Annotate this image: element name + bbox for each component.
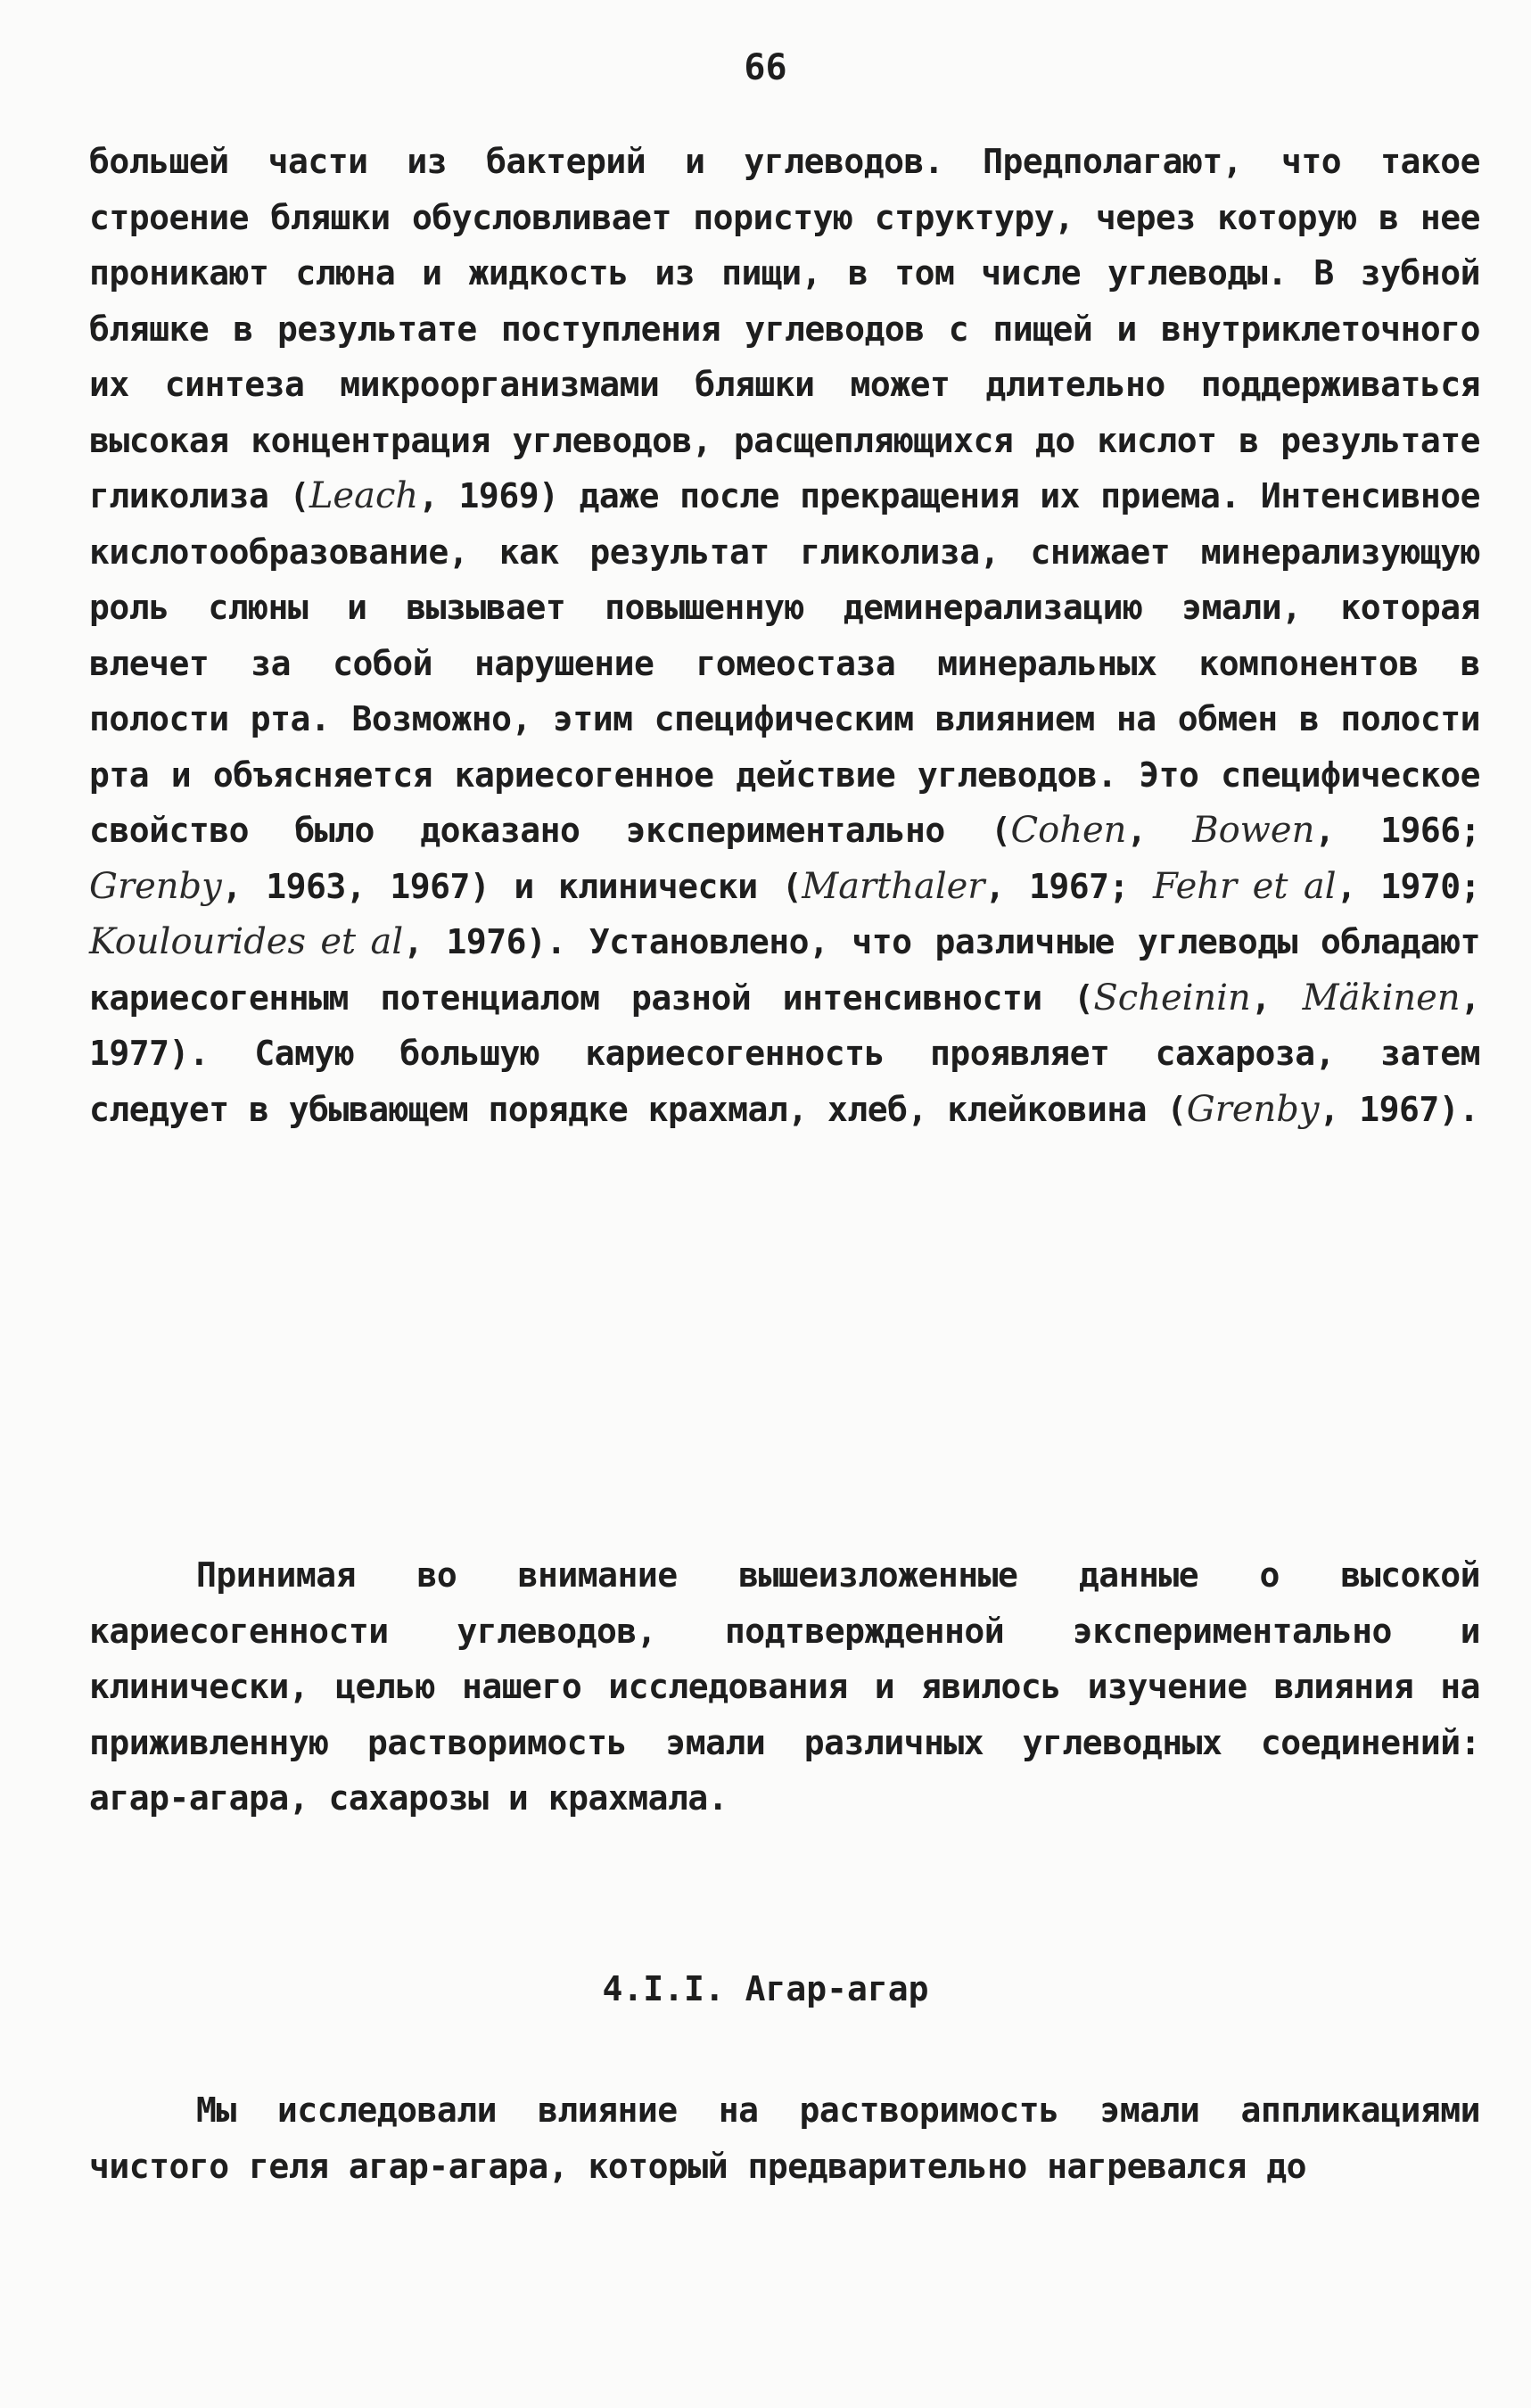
citation-author: Cohen — [1010, 810, 1127, 851]
text-segment: большей части из бактерий и углеводов. Предполагают, что такое строение бляшки обусловливает пористую структуру, через которую в нее проникают слюна и жидкость из пищи, в том числе углеводы. В зубной бляшке в результате поступления углеводов с пищей и внутриклеточного их синтеза микроорганизмами бляшки может длительно поддерживаться высокая концентрация углеводов, расщепляющихся до кислот в результате гликолиза ( — [89, 142, 1480, 515]
text-segment: , 1970; — [1336, 866, 1480, 906]
text-segment: , — [1250, 977, 1303, 1018]
citation-author: Grenby — [1186, 1088, 1320, 1130]
text-segment: , — [1126, 811, 1193, 850]
citation-author: Mäkinen — [1302, 977, 1461, 1018]
text-segment: , 1967; — [984, 866, 1154, 906]
citation-author: Bowen — [1192, 810, 1315, 851]
citation-author: Grenby — [89, 865, 222, 907]
text-segment: , 1963, 1967) и клинически ( — [221, 866, 803, 906]
paragraph-carbohydrates-cariogenicity — [89, 134, 1480, 1137]
section-heading: 4.I.I. Агар-агар — [602, 1969, 929, 2008]
citation-author: Koulourides et al — [89, 921, 404, 962]
text-segment: , 1969) даже после прекращения их приема. Интенсивное кислотообразование, как результат гликолиза, снижает минерализующую роль слюны и вызывает повышенную деминерализацию эмали, которая влечет за собой нарушение гомеостаза минеральных компонентов в полости рта. Возможно, этим специфическим влиянием на обмен в полости рта и объясняется кариесогенное действие углеводов. Это специфическое свойство было доказано экспериментально ( — [89, 476, 1480, 850]
text-segment: , 1976). Установлено, что различные углеводы обладают кариесогенным потенциалом разной интенсивности ( — [89, 922, 1480, 1018]
page-number: 66 — [744, 47, 787, 88]
text-segment: , 1966; — [1314, 811, 1480, 850]
text-segment: , 1967). — [1319, 1089, 1479, 1129]
paragraph-agar-method: Мы исследовали влияние на растворимость эмали аппликациями чистого геля агар-агара, который предварительно нагревался до — [89, 2091, 1480, 2186]
citation-author: Marthaler — [802, 865, 985, 907]
paragraph-study-aim: Принимая во внимание вышеизложенные данные о высокой кариесогенности углеводов, подтвержденной экспериментально и клинически, целью нашего исследования и явилось изучение влияния на приживленную растворимость эмали различных углеводных соединений: агар-агара, сахарозы и крахмала. — [89, 1555, 1480, 1818]
citation-author: Scheinin — [1093, 977, 1251, 1018]
citation-author: Leach — [309, 475, 419, 516]
text-segment: , 1977). Самую большую кариесогенность проявляет сахароза, затем следует в убывающем порядке крахмал, хлеб, клейковина ( — [89, 977, 1480, 1129]
citation-author: Fehr et al — [1153, 865, 1337, 907]
